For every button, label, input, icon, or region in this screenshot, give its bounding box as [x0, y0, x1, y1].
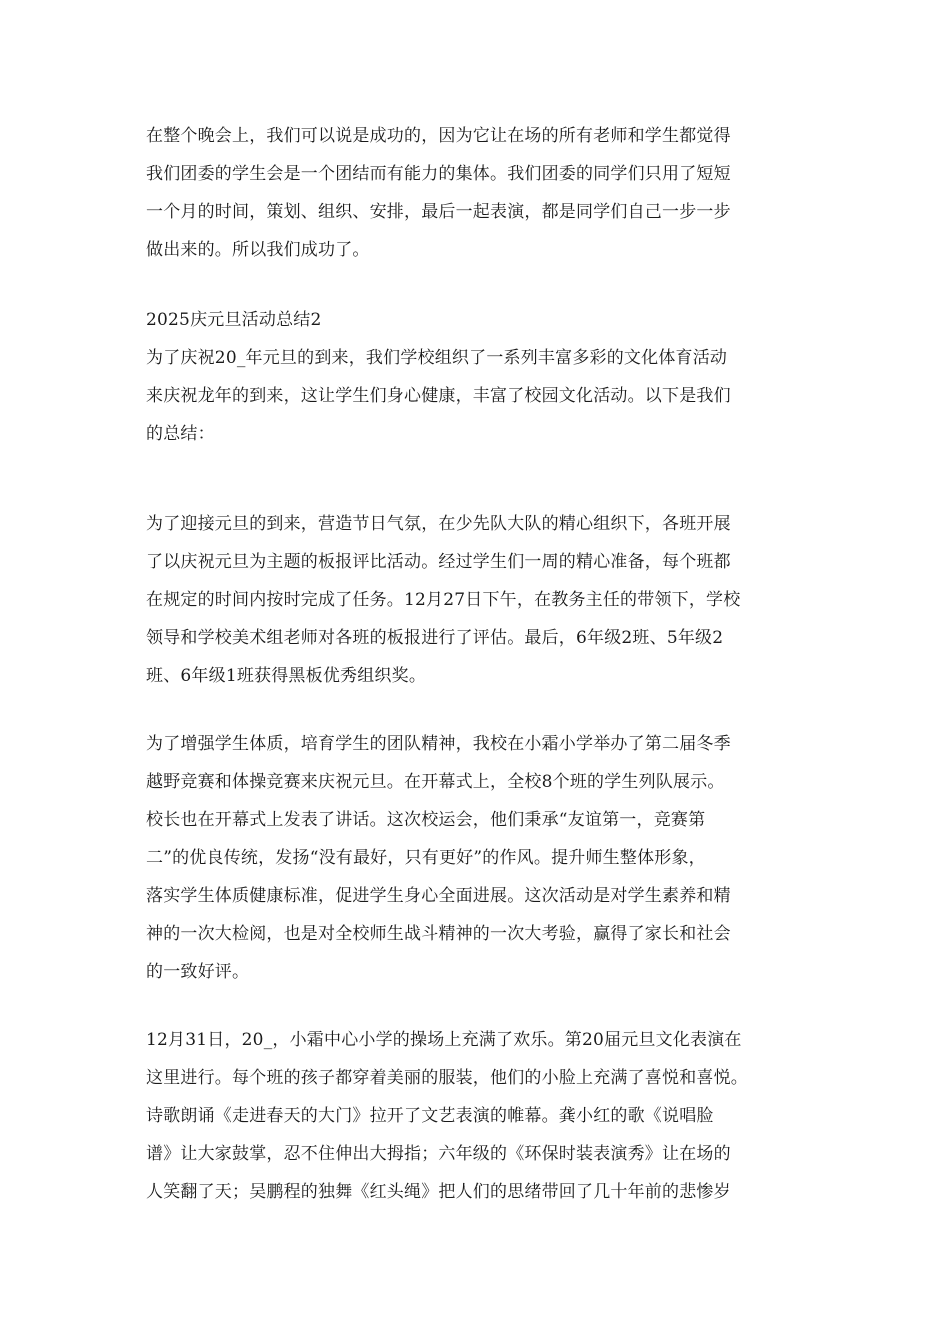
- text-line: 校长也在开幕式上发表了讲话。这次校运会，他们秉承“友谊第一，竞赛第: [146, 810, 706, 830]
- text-line: 12月31日，20_，小霜中心小学的操场上充满了欢乐。第20届元旦文化表演在: [146, 1030, 742, 1050]
- text-line: 在规定的时间内按时完成了任务。12月27日下午，在教务主任的带领下，学校: [146, 590, 741, 610]
- text-line: 领导和学校美术组老师对各班的板报进行了评估。最后，6年级2班、5年级2: [146, 628, 724, 648]
- paragraph-cultural-performance: [146, 1021, 816, 1211]
- section-heading-text: 2025庆元旦活动总结2: [146, 310, 322, 330]
- text-line: 的总结：: [146, 424, 215, 444]
- section-heading: [146, 301, 816, 339]
- text-line: 一个月的时间，策划、组织、安排，最后一起表演，都是同学们自己一步一步: [146, 202, 731, 222]
- text-line: 人笑翻了天；吴鹏程的独舞《红头绳》把人们的思绪带回了几十年前的悲惨岁: [146, 1182, 731, 1202]
- paragraph-sports-meet: [146, 725, 816, 991]
- text-line: 二”的优良传统，发扬“没有最好，只有更好”的作风。提升师生整体形象，: [146, 848, 706, 868]
- text-line: 了以庆祝元旦为主题的板报评比活动。经过学生们一周的精心准备，每个班都: [146, 552, 731, 572]
- text-line: 越野竞赛和体操竞赛来庆祝元旦。在开幕式上，全校8个班的学生列队展示。: [146, 772, 725, 792]
- text-line: 这里进行。每个班的孩子都穿着美丽的服装，他们的小脸上充满了喜悦和喜悦。: [146, 1068, 748, 1088]
- text-line: 诗歌朗诵《走进春天的大门》拉开了文艺表演的帷幕。龚小红的歌《说唱脸: [146, 1106, 714, 1126]
- text-line: 神的一次大检阅，也是对全校师生战斗精神的一次大考验，赢得了家长和社会: [146, 924, 731, 944]
- text-line: 为了庆祝20_年元旦的到来，我们学校组织了一系列丰富多彩的文化体育活动: [146, 348, 728, 368]
- text-line: 来庆祝龙年的到来，这让学生们身心健康，丰富了校园文化活动。以下是我们: [146, 386, 731, 406]
- text-line: 做出来的。所以我们成功了。: [146, 240, 370, 260]
- text-line: 的一致好评。: [146, 962, 250, 982]
- text-line: 落实学生体质健康标准，促进学生身心全面进展。这次活动是对学生素养和精: [146, 886, 731, 906]
- text-line: 我们团委的学生会是一个团结而有能力的集体。我们团委的同学们只用了短短: [146, 164, 731, 184]
- paragraph-intro: [146, 339, 816, 453]
- text-line: 为了迎接元旦的到来，营造节日气氛，在少先队大队的精心组织下，各班开展: [146, 514, 731, 534]
- text-line: 班、6年级1班获得黑板优秀组织奖。: [146, 666, 427, 686]
- text-line: 谱》让大家鼓掌，忍不住伸出大拇指；六年级的《环保时装表演秀》让在场的: [146, 1144, 731, 1164]
- paragraph-evening-success: [146, 117, 816, 269]
- text-line: 在整个晚会上，我们可以说是成功的，因为它让在场的所有老师和学生都觉得: [146, 126, 731, 146]
- text-line: 为了增强学生体质，培育学生的团队精神，我校在小霜小学举办了第二届冬季: [146, 734, 731, 754]
- paragraph-blackboard-contest: [146, 505, 816, 695]
